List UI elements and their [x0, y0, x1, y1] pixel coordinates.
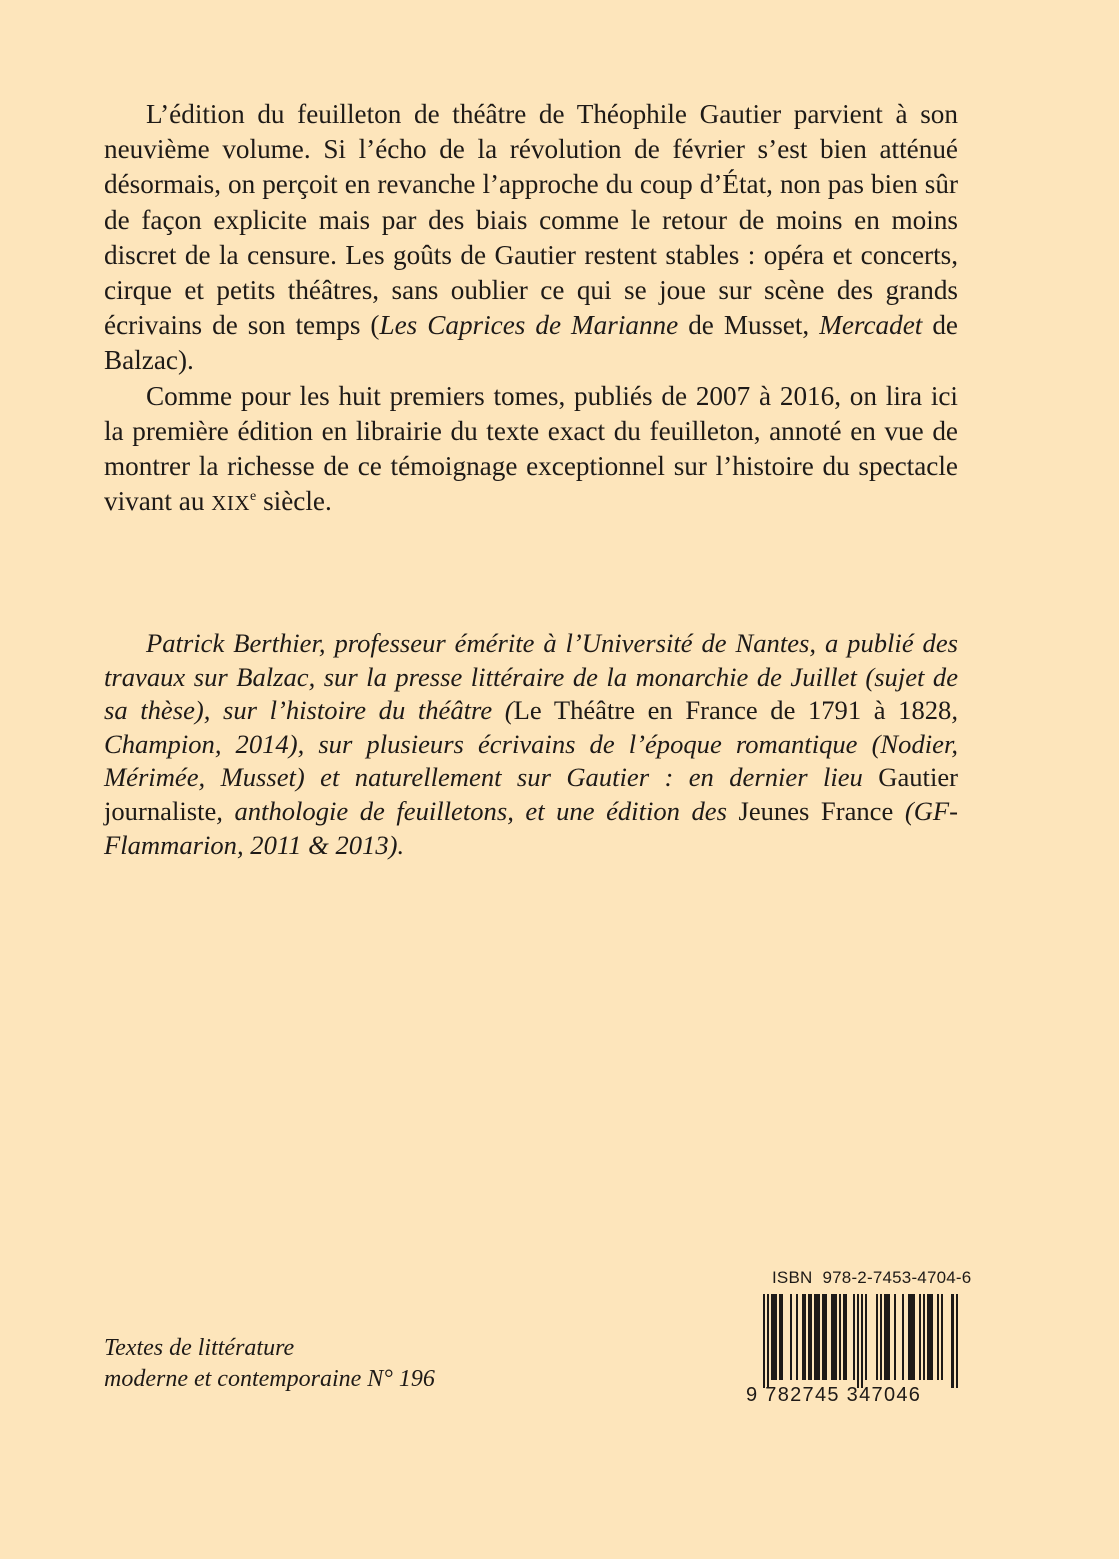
blurb-p1-end: de Balzac).: [104, 310, 958, 376]
bio-title-jeunes-france: Jeunes France: [738, 795, 894, 826]
isbn-label: ISBN: [772, 1268, 813, 1287]
back-cover-blurb: [104, 97, 958, 521]
bio-text-d: (GF-Flammarion, 2011 & 2013).: [104, 795, 959, 860]
barcode-digits: 9 782745 347046: [746, 1384, 922, 1406]
bio-title-theatre-en-france: Le Théâtre en France de 1791 à 1828: [513, 695, 952, 726]
author-bio-paragraph: [104, 627, 958, 862]
bio-text-a: Patrick Berthier, professeur émérite à l’Université de Nantes, a publié des travaux sur Balzac, sur la presse littéraire de la monarchie de Juillet (sujet de sa thèse), sur l’histoire du théâtre (: [104, 628, 958, 726]
blurb-p1-mid: de Musset,: [678, 310, 820, 341]
barcode-bars: [763, 1294, 958, 1388]
isbn-barcode: [746, 1268, 972, 1418]
work-title-mercadet: Mercadet: [819, 310, 923, 341]
century-numeral: XIX: [211, 491, 251, 516]
century-superscript: e: [250, 489, 257, 505]
series-line-1: Textes de littérature: [104, 1335, 295, 1361]
isbn-text: [772, 1268, 971, 1288]
barcode-space: [943, 1294, 951, 1380]
barcode-bar: [956, 1294, 958, 1388]
blurb-p1-text: L’édition du feuilleton de théâtre de Théophile Gautier parvient à son neuvième volume. Si l’écho de la révolution de février s’est bien atténué désormais, on perçoit en revanche l’approche du coup d’État, non pas bien sûr de façon explicite mais par des biais comme le retour de moins en moins discret de la censure. Les goûts de Gautier restent stables : opéra et concerts, cirque et petits théâtres, sans oublier ce qui se joue sur scène des grands écrivains de son temps (: [104, 99, 958, 341]
blurb-paragraph-1: [104, 97, 958, 379]
bio-title-gautier-journaliste: Gautier journaliste: [104, 762, 958, 826]
blurb-p2-text: Comme pour les huit premiers tomes, publiés de 2007 à 2016, on lira ici la première édition en librairie du texte exact du feuilleton, annoté en vue de montrer la richesse de ce témoignage exceptionnel sur l’histoire du spectacle vivant au: [104, 380, 958, 517]
bio-text-c: , anthologie de feuilletons, et une édition des: [216, 795, 739, 826]
series-name: [104, 1333, 435, 1395]
isbn-number: 978-2-7453-4704-6: [822, 1268, 972, 1287]
work-title-caprices: Les Caprices de Marianne: [379, 310, 679, 341]
author-bio: [104, 627, 958, 862]
blurb-paragraph-2: [104, 379, 958, 522]
barcode-space: [867, 1294, 875, 1380]
series-line-2: moderne et contemporaine N° 196: [104, 1366, 435, 1392]
bio-text-b: , Champion, 2014), sur plusieurs écrivains de l’époque romantique (Nodier, Mérimée, Musset) et naturellement sur Gautier : en dernier lieu: [104, 695, 958, 793]
blurb-p2-end: siècle.: [256, 486, 332, 517]
